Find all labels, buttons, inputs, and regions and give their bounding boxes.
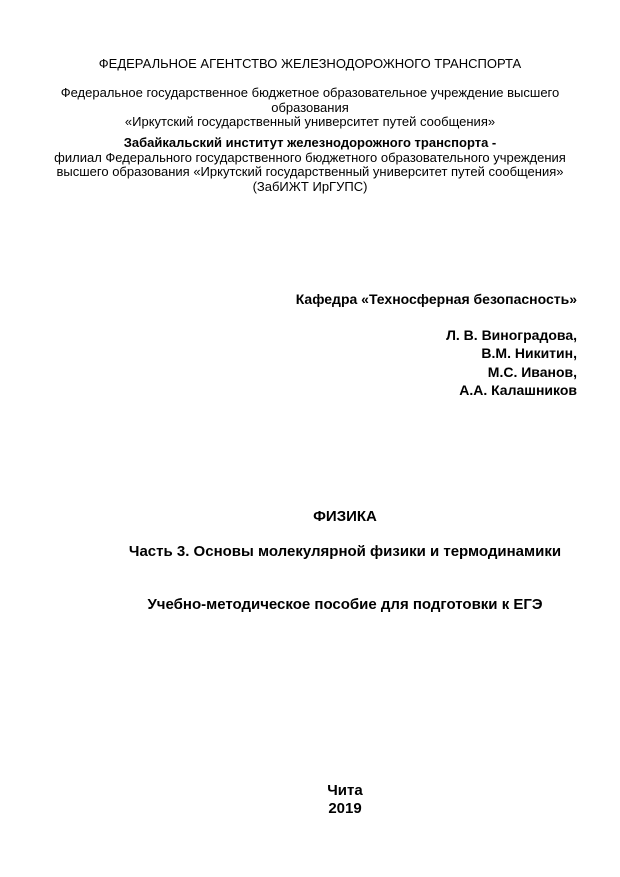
- author-name: М.С. Иванов,: [487, 363, 577, 380]
- university-line: «Иркутский государственный университет путей сообщения»: [124, 114, 496, 129]
- university-header: [0, 86, 620, 130]
- imprint-city: Чита: [327, 782, 363, 799]
- author-name: В.М. Никитин,: [481, 345, 577, 362]
- university-line: Федеральное государственное бюджетное образовательное учреждение высшего: [60, 85, 560, 100]
- institute-header: [0, 136, 620, 194]
- author-name: Л. В. Виноградова,: [446, 327, 577, 343]
- institute-line: филиал Федерального государственного бюджетного образовательного учреждения: [54, 149, 566, 165]
- department-label: Кафедра «Техносферная безопасность»: [295, 291, 577, 307]
- title-part: Часть 3. Основы молекулярной физики и термодинамики: [128, 543, 562, 560]
- title-type: Учебно-методическое пособие для подготовки к ЕГЭ: [147, 596, 543, 613]
- authors-list: [0, 326, 577, 400]
- title-subject: ФИЗИКА: [313, 508, 377, 525]
- imprint: [70, 782, 620, 817]
- agency-header: ФЕДЕРАЛЬНОЕ АГЕНТСТВО ЖЕЛЕЗНОДОРОЖНОГО ТРАНСПОРТА: [98, 56, 522, 71]
- institute-line: высшего образования «Иркутский государственный университет путей сообщения»: [56, 164, 564, 179]
- institute-name: Забайкальский институт железнодорожного транспорта -: [123, 135, 497, 150]
- institute-abbreviation: (ЗабИЖТ ИрГУПС): [252, 178, 368, 194]
- imprint-year: 2019: [328, 799, 362, 817]
- university-line: образования: [271, 99, 349, 115]
- author-name: А.А. Калашников: [459, 382, 577, 399]
